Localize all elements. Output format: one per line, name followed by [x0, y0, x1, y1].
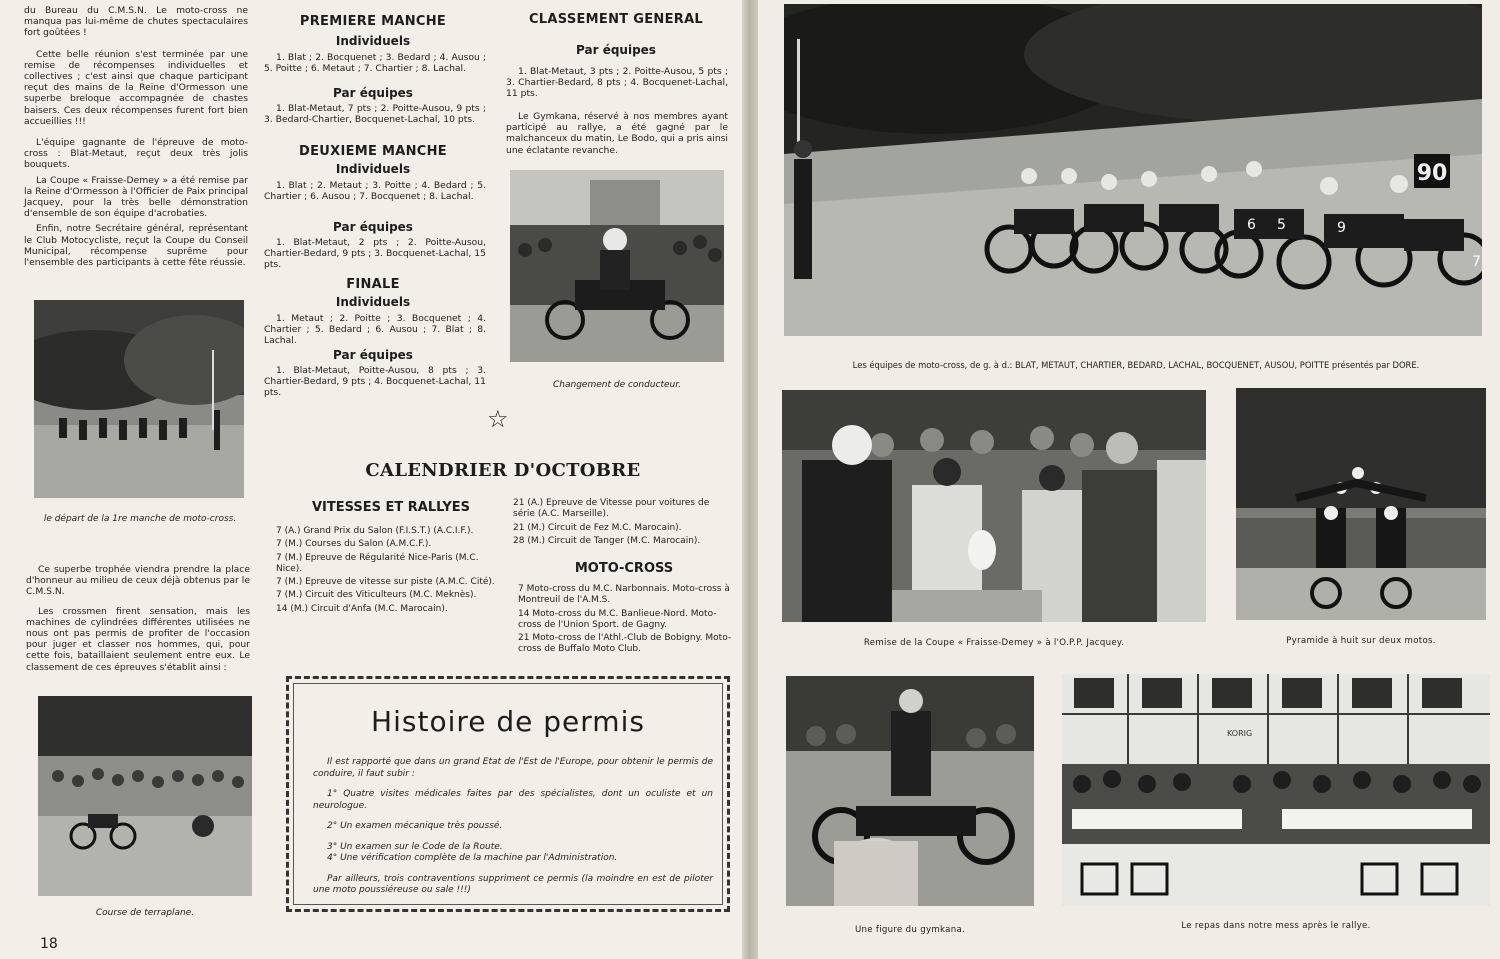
left-page — [0, 0, 748, 959]
caption-moto-cross-start: le départ de la 1re manche de moto-cross. — [43, 514, 237, 524]
mess-sign: KORIG — [1227, 729, 1253, 738]
caption-repas: Le repas dans notre mess après le rallye. — [1181, 921, 1371, 931]
heading-calendrier: CALENDRIER D'OCTOBRE — [365, 460, 641, 481]
results-text: 1. Blat ; 2. Bocquenet ; 3. Bedard ; 4. Ausou ; 5. Poitte ; 6. Metaut ; 7. Chartier ; 8. Lachal. — [264, 52, 486, 75]
subheading-moto-cross: MOTO-CROSS — [574, 561, 674, 576]
caption-terraplane: Course de terraplane. — [95, 908, 195, 918]
histoire-line: 3° Un examen sur le Code de la Route. — [327, 841, 503, 852]
photo-moto-cross-teams — [784, 4, 1482, 336]
photo-changement-conducteur — [510, 170, 724, 362]
number-board: 90 — [1416, 161, 1448, 186]
calendar-entry: 28 (M.) Circuit de Tanger (M.C. Marocain). — [513, 535, 701, 546]
subheading-individuels: Individuels — [335, 34, 411, 48]
results-text: 1. Blat-Metaut, 7 pts ; 2. Poitte-Ausou, 9 pts ; 3. Bedard-Chartier, Bocquenet-Lachal, 10 pts. — [264, 103, 486, 126]
caption-pyramide: Pyramide à huit sur deux motos. — [1286, 636, 1436, 646]
caption-changement-conducteur: Changement de conducteur. — [553, 380, 681, 390]
intro-paragraph: La Coupe « Fraisse-Demey » a été remise par la Reine d'Ormesson à l'Officier de Paix principal Jacquey, pour la très belle démonstration d'ensemble de son équipe d'acrobaties. — [24, 174, 248, 220]
trophy-paragraph: Ce superbe trophée viendra prendre la place d'honneur au milieu de ceux déjà obtenus par le C.M.S.N. — [26, 564, 250, 598]
calendar-entry: 7 (M.) Courses du Salon (A.M.C.F.). — [276, 539, 432, 550]
calendar-vitesses-left — [276, 526, 501, 615]
results-text: 1. Blat-Metaut, 2 pts ; 2. Poitte-Ausou, Chartier-Bedard, 9 pts ; 3. Bocquenet-Lachal, 15 pts. — [264, 237, 486, 271]
subheading-individuels: Individuels — [335, 295, 411, 309]
subheading-vitesses: VITESSES ET RALLYES — [311, 500, 471, 515]
histoire-de-permis-box — [286, 676, 730, 912]
results-text: 1. Blat-Metaut, Poitte-Ausou, 8 pts ; 3. Chartier-Bedard, 9 pts ; 4. Bocquenet-Lachal, 11 pts. — [264, 365, 486, 399]
histoire-line: Il est rapporté que dans un grand Etat de l'Est de l'Europe, pour obtenir le permis de conduire, il faut subir : — [313, 757, 713, 779]
photo-gymkana — [786, 676, 1034, 906]
calendar-vitesses-right — [513, 498, 733, 547]
photo-terraplane — [38, 696, 252, 896]
histoire-text — [313, 757, 713, 897]
gymkana-text: Le Gymkana, réservé à nos membres ayant participé au rallye, a été gagné par le malchanceux du matin, Le Bodo, qui a pris ainsi une éclatante revanche. — [506, 111, 728, 156]
calendar-entry: 21 (A.) Epreuve de Vitesse pour voitures de série (A.C. Marseille). — [513, 498, 710, 520]
plate-number: 6 — [1247, 217, 1256, 233]
trophy-text — [26, 564, 250, 673]
photo-remise-coupe — [782, 390, 1206, 622]
intro-text — [24, 5, 248, 268]
intro-paragraph: Cette belle réunion s'est terminée par une remise de récompenses individuelles et collectives ; c'est ainsi que chaque participant reçut des mains de la Reine d'Ormesson une superbe breloque accompagnée de chastes baisers. Ces deux récompenses furent fort bien accueillies !!! — [24, 48, 248, 127]
results-text: 1. Blat ; 2. Metaut ; 3. Poitte ; 4. Bedard ; 5. Chartier ; 6. Ausou ; 7. Bocquenet ; 8. Lachal. — [264, 180, 486, 203]
book-gutter — [742, 0, 758, 959]
calendar-entry: 7 (M.) Epreuve de Régularité Nice-Paris (M.C. Nice). — [276, 552, 479, 574]
subheading-individuels: Individuels — [335, 162, 411, 176]
histoire-title: Histoire de permis — [371, 705, 645, 738]
page-number: 18 — [40, 936, 58, 952]
intro-paragraph: L'équipe gagnante de l'épreuve de moto-cross : Blat-Metaut, reçut deux très jolis bouquets. — [24, 137, 248, 171]
calendar-entry: 7 (A.) Grand Prix du Salon (F.I.S.T.) (A.C.I.F.). — [276, 526, 474, 536]
calendar-entry: 7 (M.) Epreuve de vitesse sur piste (A.M.C. Cité). — [276, 577, 495, 588]
calendar-entry: 14 (M.) Circuit d'Anfa (M.C. Marocain). — [276, 603, 448, 614]
subheading-par-equipes: Par équipes — [576, 43, 656, 57]
intro-paragraph: du Bureau du C.M.S.N. Le moto-cross ne manqua pas lui-même de chutes spectaculaires fort goûtées ! — [24, 5, 248, 39]
caption-remise-coupe: Remise de la Coupe « Fraisse-Demey » à l'O.P.P. Jacquey. — [863, 638, 1125, 648]
right-page — [752, 0, 1500, 959]
intro-paragraph: Enfin, notre Secrétaire général, représentant le Club Motocycliste, reçut la Coupe du Conseil Municipal, récompense suprême pour l'ensemble des participants à cette fête réussie. — [24, 223, 248, 269]
heading-deuxieme-manche: DEUXIEME MANCHE — [299, 144, 447, 159]
caption-gymkana: Une figure du gymkana. — [854, 925, 966, 935]
plate-number: 5 — [1277, 217, 1286, 233]
calendar-moto-cross — [518, 584, 733, 656]
subheading-par-equipes: Par équipes — [333, 86, 413, 100]
calendar-entry: 7 Moto-cross du M.C. Narbonnais. Moto-cross à Montreuil de l'A.M.S. — [518, 584, 730, 606]
plate-number: 9 — [1337, 220, 1346, 236]
photo-moto-cross-start — [34, 300, 244, 498]
star-ornament: ☆ — [487, 405, 509, 433]
heading-premiere-manche: PREMIERE MANCHE — [299, 14, 447, 29]
heading-finale: FINALE — [346, 277, 400, 292]
plate-number: 7 — [1472, 254, 1481, 270]
histoire-line: 4° Une vérification complète de la machine par l'Administration. — [327, 853, 618, 863]
subheading-par-equipes: Par équipes — [333, 220, 413, 234]
calendar-entry: 21 (M.) Circuit de Fez M.C. Marocain). — [513, 522, 682, 533]
calendar-entry: 7 (M.) Circuit des Viticulteurs (M.C. Meknès). — [276, 590, 477, 601]
trophy-paragraph: Les crossmen firent sensation, mais les machines de cylindrées différentes utilisées ne nous ont pas permis de profiter de l'occasion pour juger et classer nos hommes, qui, pour cette fois, bataillaient seulement entre eux. Le classement de ces épreuves s'établit ainsi : — [26, 605, 250, 673]
calendar-entry: 14 Moto-cross du M.C. Banlieue-Nord. Moto-cross de l'Union Sport. de Gagny. — [518, 608, 717, 630]
caption-teams: Les équipes de moto-cross, de g. à d.: BLAT, METAUT, CHARTIER, BEDARD, LACHAL, BOCQUENET, AUSOU, POITTE présentés par DORE. — [852, 360, 1420, 370]
histoire-line: 2° Un examen mécanique très poussé. — [327, 821, 503, 831]
photo-repas-mess — [1062, 674, 1490, 906]
results-text: 1. Metaut ; 2. Poitte ; 3. Bocquenet ; 4. Chartier ; 5. Bedard ; 6. Ausou ; 7. Blat ; 8. Lachal. — [264, 313, 486, 347]
heading-classement-general: CLASSEMENT GENERAL — [528, 12, 704, 27]
photo-pyramide — [1236, 388, 1486, 620]
histoire-line: 1° Quatre visites médicales faites par des spécialistes, dont un oculiste et un neurologue. — [313, 789, 713, 811]
histoire-line: Par ailleurs, trois contraventions suppriment ce permis (la moindre en est de piloter une moto poussiéreuse ou sale !!!) — [313, 873, 713, 895]
calendar-entry: 21 Moto-cross de l'Athl.-Club de Bobigny. Moto-cross de Buffalo Moto Club. — [518, 633, 732, 655]
classement-text: 1. Blat-Metaut, 3 pts ; 2. Poitte-Ausou, 5 pts ; 3. Chartier-Bedard, 8 pts ; 4. Bocquenet-Lachal, 11 pts. — [506, 66, 728, 100]
subheading-par-equipes: Par équipes — [333, 348, 413, 362]
